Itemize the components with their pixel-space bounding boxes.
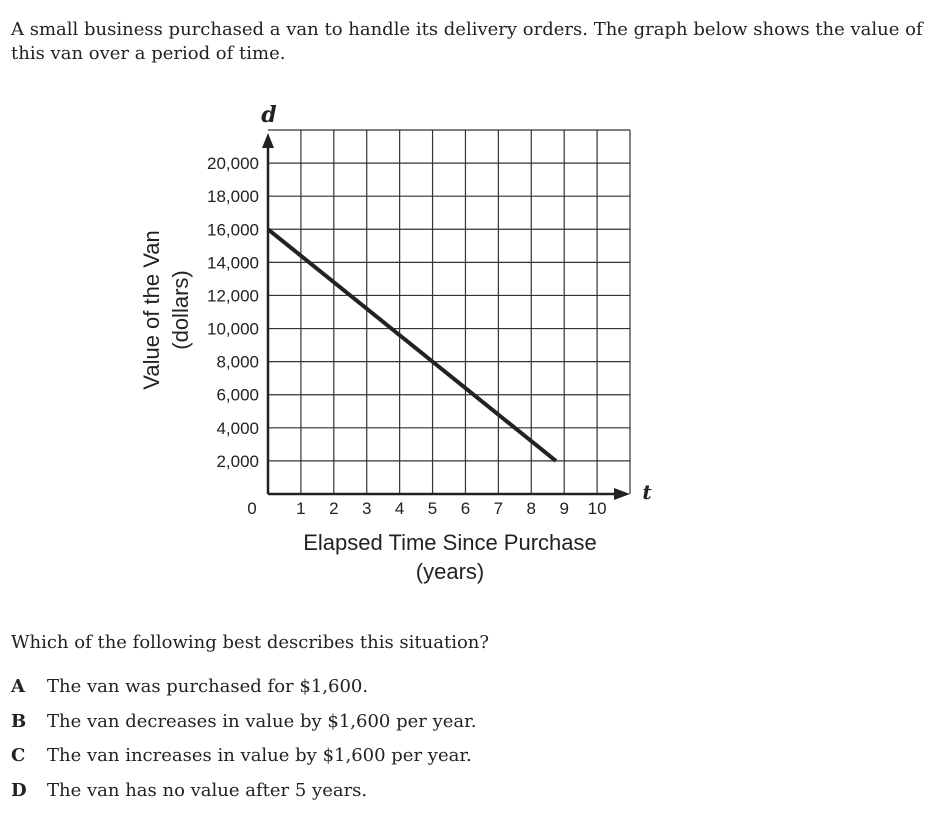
y-tick-label: 4,000 — [216, 419, 259, 438]
y-tick-label: 20,000 — [207, 154, 259, 173]
choice-text: The van was purchased for $1,600. — [47, 676, 368, 697]
y-tick-label: 6,000 — [216, 386, 259, 405]
x-axis-unit: (years) — [416, 559, 484, 584]
x-tick-label: 4 — [395, 499, 404, 518]
x-axis-arrow — [614, 488, 630, 500]
y-tick-label: 18,000 — [207, 187, 259, 206]
y-axis-label: Value of the Van — [139, 230, 164, 389]
y-axis-unit: (dollars) — [168, 270, 193, 349]
choice-text: The van has no value after 5 years. — [47, 780, 367, 801]
x-tick-label: 10 — [588, 499, 607, 518]
y-tick-label: 2,000 — [216, 452, 259, 471]
x-tick-label: 9 — [559, 499, 568, 518]
choice-c[interactable] — [11, 745, 477, 780]
y-tick-label: 16,000 — [207, 220, 259, 239]
y-tick-label: 10,000 — [207, 320, 259, 339]
van-value-line — [268, 229, 556, 461]
intro-text: A small business purchased a van to handle its delivery orders. The graph below shows the value of this van over a period of time. — [11, 18, 936, 66]
choice-letter: C — [11, 745, 47, 766]
choice-text: The van decreases in value by $1,600 per year. — [47, 711, 477, 732]
origin-label: 0 — [247, 499, 256, 518]
y-tick-labels — [207, 154, 259, 471]
data-series — [268, 229, 556, 461]
choice-letter: B — [11, 711, 47, 732]
choice-text: The van increases in value by $1,600 per year. — [47, 745, 472, 766]
choice-a[interactable] — [11, 676, 477, 711]
choice-b[interactable] — [11, 711, 477, 746]
y-tick-label: 12,000 — [207, 286, 259, 305]
x-tick-label: 3 — [362, 499, 371, 518]
x-tick-label: 2 — [329, 499, 338, 518]
y-axis-variable: d — [261, 102, 276, 128]
answer-choices — [11, 676, 477, 814]
axes — [262, 133, 630, 500]
graph-grid — [268, 130, 630, 494]
y-tick-label: 14,000 — [207, 253, 259, 272]
choice-letter: A — [11, 676, 47, 697]
y-tick-label: 8,000 — [216, 353, 259, 372]
x-tick-label: 8 — [527, 499, 536, 518]
x-tick-label: 6 — [461, 499, 470, 518]
x-tick-label: 5 — [428, 499, 437, 518]
x-axis-label: Elapsed Time Since Purchase — [303, 530, 597, 555]
question-text: Which of the following best describes this situation? — [11, 630, 489, 656]
x-axis-variable: t — [642, 480, 652, 504]
x-tick-label: 7 — [494, 499, 503, 518]
x-tick-labels — [296, 499, 606, 518]
choice-letter: D — [11, 780, 47, 801]
x-tick-label: 1 — [296, 499, 305, 518]
y-axis-arrow — [262, 133, 274, 148]
